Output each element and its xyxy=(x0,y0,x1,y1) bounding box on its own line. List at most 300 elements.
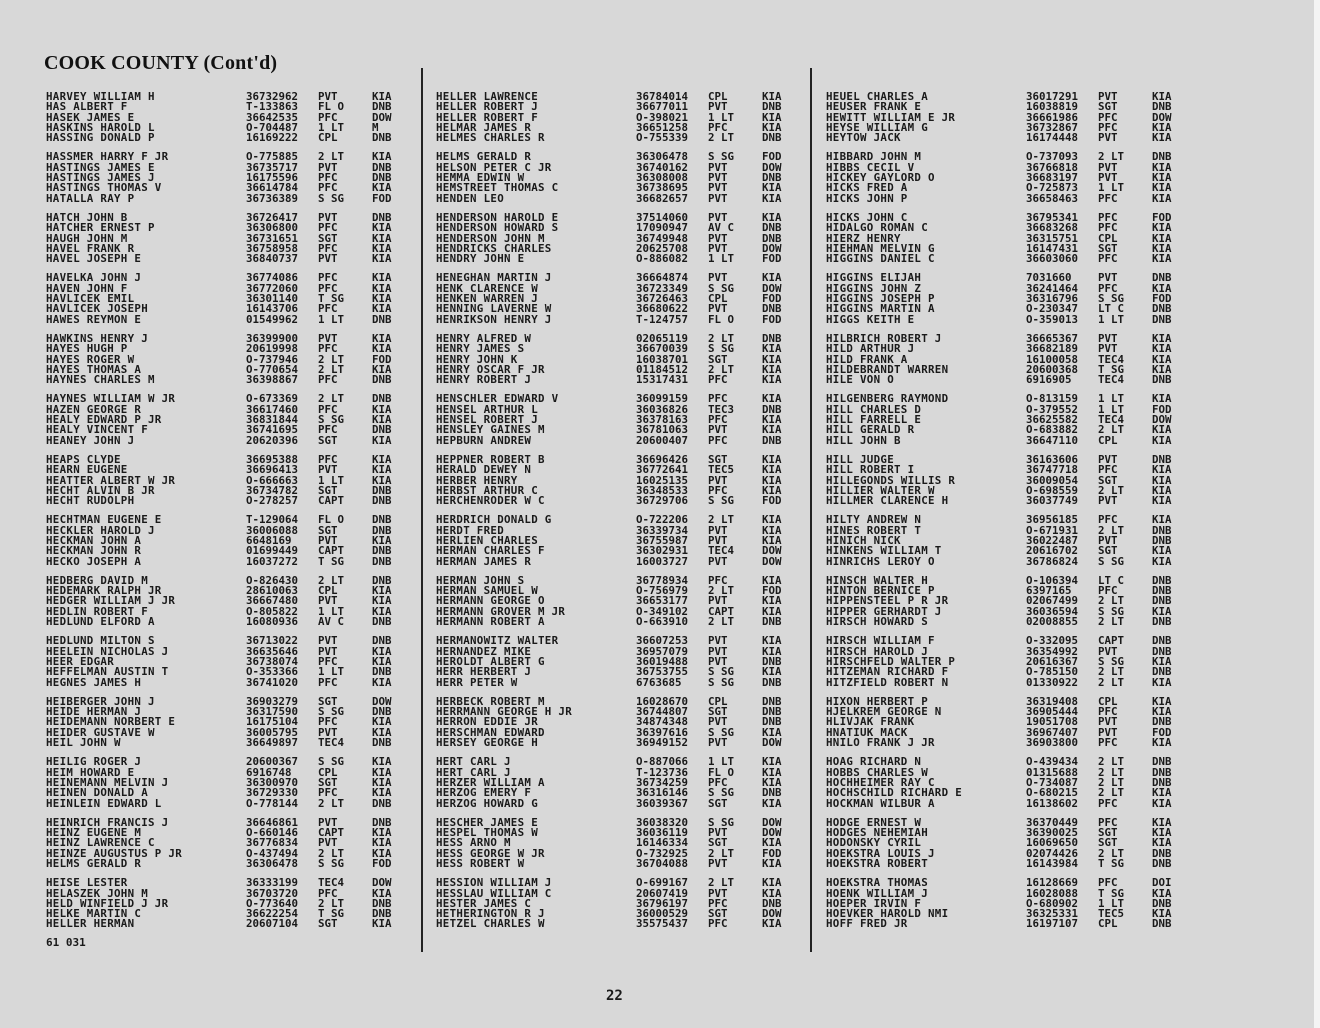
entry-name: HELKE MARTIN C xyxy=(46,909,142,920)
entry-name: HIRSCH WILLIAM F xyxy=(826,636,935,647)
entry-rank: 1 LT xyxy=(708,757,735,768)
roster-entry xyxy=(46,173,416,183)
entry-name: HOCKMAN WILBUR A xyxy=(826,798,935,809)
entry-name: HEIDER GUSTAVE W xyxy=(46,727,155,739)
entry-name: HEDEMARK RALPH JR xyxy=(46,586,162,597)
roster-entry xyxy=(826,738,1196,748)
entry-group xyxy=(46,576,416,627)
entry-status: KIA xyxy=(1152,738,1172,749)
roster-entry xyxy=(826,344,1196,354)
entry-name: HERR HERBERT J xyxy=(436,667,532,678)
entry-status: M xyxy=(372,122,379,134)
entry-rank: PFC xyxy=(1098,798,1118,809)
entry-name: HICKS JOHN C xyxy=(826,212,908,224)
entry-serial: T-129064 xyxy=(246,515,299,526)
entry-name: HELMES CHARLES R xyxy=(436,133,545,144)
entry-status: KIA xyxy=(762,354,782,365)
entry-serial: 36831844 xyxy=(246,415,299,426)
entry-rank: PVT xyxy=(1098,727,1118,739)
entry-status: KIA xyxy=(762,475,782,486)
roster-entry xyxy=(436,526,806,536)
entry-rank: SGT xyxy=(318,485,338,497)
entry-rank: FL O xyxy=(318,102,345,113)
entry-rank: T SG xyxy=(1098,888,1125,899)
entry-serial: 16138602 xyxy=(1026,798,1079,809)
entry-name: HEIM HOWARD E xyxy=(46,767,135,778)
entry-status: KIA xyxy=(1152,606,1172,618)
roster-entry xyxy=(826,828,1196,838)
roster-entry xyxy=(436,486,806,496)
entry-status: KIA xyxy=(762,515,782,526)
entry-rank: SGT xyxy=(318,525,338,536)
roster-entry xyxy=(826,304,1196,314)
entry-status: DNB xyxy=(762,435,782,446)
entry-serial: O-379552 xyxy=(1026,404,1079,416)
roster-entry xyxy=(826,394,1196,404)
entry-name: HEANEY JOHN J xyxy=(46,435,135,446)
entry-rank: CAPT xyxy=(1098,636,1125,647)
entry-status: KIA xyxy=(372,535,392,547)
entry-rank: FL O xyxy=(708,767,735,778)
roster-entry xyxy=(826,455,1196,465)
entry-name: HASTINGS JAMES E xyxy=(46,162,155,174)
entry-rank: PFC xyxy=(318,304,338,315)
roster-entry xyxy=(46,657,416,667)
entry-rank: SGT xyxy=(318,233,338,244)
entry-name: HIXON HERBERT P xyxy=(826,696,929,708)
entry-rank: 2 LT xyxy=(318,152,345,163)
entry-name: HEIDE HERMAN J xyxy=(46,707,142,718)
entry-name: HILDEBRANDT WARREN xyxy=(826,364,949,376)
entry-serial: 36729706 xyxy=(636,496,689,507)
entry-status: KIA xyxy=(372,223,392,234)
entry-serial: 36653177 xyxy=(636,596,689,607)
entry-name: HELLER HERMAN xyxy=(46,919,135,930)
entry-rank: AV C xyxy=(318,617,345,628)
entry-rank: 2 LT xyxy=(318,898,345,910)
entry-serial: 36682657 xyxy=(636,193,689,204)
entry-name: HENKEN WARREN J xyxy=(436,294,539,305)
entry-rank: PFC xyxy=(708,122,728,134)
entry-serial: 02065119 xyxy=(636,333,689,345)
entry-rank: S SG xyxy=(1098,294,1125,305)
entry-serial: 16169222 xyxy=(246,133,299,144)
entry-name: HARVEY WILLIAM H xyxy=(46,92,155,103)
entry-serial: O-805822 xyxy=(246,606,299,618)
entry-serial: 36732867 xyxy=(1026,122,1079,134)
roster-entry xyxy=(826,576,1196,586)
entry-serial: 36755987 xyxy=(636,535,689,547)
entry-serial: O-755339 xyxy=(636,133,689,144)
entry-name: HEDGER WILLIAM J JR xyxy=(46,596,176,607)
entry-serial: 36682189 xyxy=(1026,344,1079,355)
entry-serial: 36734782 xyxy=(246,485,299,497)
roster-entry xyxy=(46,284,416,294)
entry-status: DNB xyxy=(762,304,782,315)
entry-rank: CPL xyxy=(1098,696,1118,708)
roster-entry xyxy=(46,213,416,223)
entry-status: KIA xyxy=(372,344,392,355)
entry-rank: PVT xyxy=(708,212,728,224)
entry-name: HERBST ARTHUR C xyxy=(436,485,539,497)
entry-serial: 36022487 xyxy=(1026,535,1079,547)
entry-serial: 36647110 xyxy=(1026,435,1079,446)
entry-status: DNB xyxy=(1152,919,1172,930)
entry-rank: CPL xyxy=(1098,919,1118,930)
entry-status: KIA xyxy=(1152,243,1172,255)
roster-entry xyxy=(46,717,416,727)
entry-rank: CAPT xyxy=(318,496,345,507)
entry-rank: 2 LT xyxy=(708,515,735,526)
roster-entry xyxy=(826,213,1196,223)
entry-serial: 16003727 xyxy=(636,556,689,567)
entry-rank: SGT xyxy=(1098,102,1118,113)
entry-status: DOW xyxy=(372,696,392,708)
entry-rank: PFC xyxy=(318,243,338,255)
entry-status: KIA xyxy=(1152,435,1172,446)
entry-serial: 36241464 xyxy=(1026,283,1079,295)
entry-name: HERRMANN GEORGE H JR xyxy=(436,707,573,718)
entry-name: HINSCH WALTER H xyxy=(826,575,929,587)
entry-name: HERR PETER W xyxy=(436,677,518,688)
roster-entry xyxy=(826,838,1196,848)
entry-rank: PVT xyxy=(708,717,728,728)
roster-entry xyxy=(46,546,416,556)
entry-rank: PFC xyxy=(1098,193,1118,204)
entry-serial: O-813159 xyxy=(1026,394,1079,405)
entry-group xyxy=(436,636,806,687)
entry-serial: 36306478 xyxy=(636,152,689,163)
roster-entry xyxy=(46,223,416,233)
entry-name: HILL FARRELL E xyxy=(826,415,922,426)
entry-status: DNB xyxy=(1152,667,1172,678)
entry-name: HERZOG EMERY F xyxy=(436,788,532,799)
entry-rank: PFC xyxy=(708,435,728,446)
entry-name: HAYNES CHARLES M xyxy=(46,375,155,386)
entry-rank: 2 LT xyxy=(708,586,735,597)
entry-status: KIA xyxy=(1152,496,1172,507)
roster-entry xyxy=(436,607,806,617)
entry-name: HOBBS CHARLES W xyxy=(826,767,929,778)
roster-entry xyxy=(46,244,416,254)
entry-name: HAVLICEK JOSEPH xyxy=(46,304,149,315)
entry-name: HEYTOW JACK xyxy=(826,133,901,144)
roster-entry xyxy=(436,123,806,133)
entry-name: HIEHMAN MELVIN G xyxy=(826,243,935,255)
entry-serial: 01184512 xyxy=(636,364,689,376)
entry-status: FOD xyxy=(762,496,782,507)
entry-serial: 36339734 xyxy=(636,525,689,536)
roster-entry xyxy=(826,365,1196,375)
entry-status: KIA xyxy=(1152,798,1172,809)
entry-status: DNB xyxy=(372,798,392,809)
roster-entry xyxy=(826,92,1196,102)
entry-status: KIA xyxy=(762,798,782,809)
entry-serial: 36005795 xyxy=(246,727,299,739)
roster-entry xyxy=(436,173,806,183)
entry-status: DNB xyxy=(1152,777,1172,789)
roster-entry xyxy=(826,586,1196,596)
roster-entry xyxy=(46,123,416,133)
entry-serial: O-826430 xyxy=(246,575,299,587)
roster-entry xyxy=(46,102,416,112)
entry-group xyxy=(46,697,416,748)
entry-serial: O-437494 xyxy=(246,848,299,859)
entry-status: KIA xyxy=(1152,788,1172,799)
entry-rank: TEC4 xyxy=(1098,375,1125,386)
roster-entry xyxy=(46,607,416,617)
entry-serial: 36099159 xyxy=(636,394,689,405)
entry-rank: PVT xyxy=(708,193,728,204)
entry-name: HENDEN LEO xyxy=(436,193,505,204)
entry-status: FOD xyxy=(762,254,782,265)
entry-serial: T-123736 xyxy=(636,767,689,778)
entry-status: DNB xyxy=(1152,898,1172,910)
entry-rank: PFC xyxy=(1098,738,1118,749)
entry-rank: PFC xyxy=(1098,465,1118,476)
roster-entry xyxy=(436,617,806,627)
entry-serial: 36325331 xyxy=(1026,909,1079,920)
entry-rank: PVT xyxy=(708,243,728,255)
entry-rank: SGT xyxy=(1098,243,1118,255)
entry-serial: 01315688 xyxy=(1026,767,1079,778)
roster-entry xyxy=(436,878,806,888)
entry-status: DOW xyxy=(762,162,782,174)
entry-serial: 36956185 xyxy=(1026,515,1079,526)
roster-entry xyxy=(46,355,416,365)
entry-name: HIGGINS DANIEL C xyxy=(826,254,935,265)
roster-entry xyxy=(826,849,1196,859)
entry-name: HAVELKA JOHN J xyxy=(46,273,142,284)
entry-name: HAVEL FRANK R xyxy=(46,243,135,255)
roster-entry xyxy=(436,496,806,506)
entry-status: KIA xyxy=(1152,696,1172,708)
entry-group xyxy=(826,92,1196,143)
entry-rank: LT C xyxy=(1098,575,1125,587)
entry-rank: 1 LT xyxy=(708,254,735,265)
entry-serial: O-106394 xyxy=(1026,575,1079,587)
entry-serial: 36903279 xyxy=(246,696,299,708)
entry-name: HEPPNER ROBERT B xyxy=(436,454,545,466)
entry-name: HELLER LAWRENCE xyxy=(436,92,539,103)
roster-entry xyxy=(826,334,1196,344)
entry-rank: PVT xyxy=(708,596,728,607)
roster-entry xyxy=(46,515,416,525)
roster-entry xyxy=(46,254,416,264)
entry-rank: CPL xyxy=(318,133,338,144)
entry-status: DNB xyxy=(1152,586,1172,597)
entry-rank: PFC xyxy=(318,717,338,728)
page-number: 22 xyxy=(606,988,623,1004)
entry-serial: 36009054 xyxy=(1026,475,1079,486)
entry-rank: 2 LT xyxy=(1098,485,1125,497)
entry-name: HECHT RUDOLPH xyxy=(46,496,135,507)
roster-entry xyxy=(436,476,806,486)
entry-serial: 36665367 xyxy=(1026,333,1079,345)
entry-rank: 2 LT xyxy=(708,617,735,628)
entry-serial: 16069650 xyxy=(1026,838,1079,849)
entry-group xyxy=(46,273,416,324)
roster-entry xyxy=(436,899,806,909)
entry-rank: PFC xyxy=(708,485,728,497)
entry-status: KIA xyxy=(762,183,782,194)
entry-serial: 20616367 xyxy=(1026,656,1079,668)
entry-name: HEAPS CLYDE xyxy=(46,454,121,466)
entry-serial: O-663910 xyxy=(636,617,689,628)
roster-entry xyxy=(46,757,416,767)
entry-name: HERCHENRODER W C xyxy=(436,496,545,507)
roster-entry xyxy=(436,849,806,859)
entry-name: HEUSER FRANK E xyxy=(826,102,922,113)
entry-rank: PVT xyxy=(318,596,338,607)
entry-serial: 36683197 xyxy=(1026,173,1079,184)
entry-serial: 20600407 xyxy=(636,435,689,446)
entry-name: HODGE ERNEST W xyxy=(826,817,922,829)
roster-entry xyxy=(826,818,1196,828)
entry-serial: 36651258 xyxy=(636,122,689,134)
entry-status: DNB xyxy=(1152,454,1172,466)
entry-serial: 01549962 xyxy=(246,314,299,325)
roster-entry xyxy=(826,667,1196,677)
entry-status: KIA xyxy=(1152,254,1172,265)
entry-serial: 36308008 xyxy=(636,173,689,184)
roster-entry xyxy=(826,273,1196,283)
entry-status: DNB xyxy=(372,375,392,386)
entry-status: KIA xyxy=(762,575,782,587)
entry-name: HNILO FRANK J JR xyxy=(826,738,935,749)
entry-status: DOW xyxy=(762,556,782,567)
roster-entry xyxy=(46,163,416,173)
entry-status: DNB xyxy=(762,677,782,688)
entry-name: HELASZEK JOHN M xyxy=(46,888,149,899)
entry-status: KIA xyxy=(762,212,782,224)
entry-status: DNB xyxy=(372,898,392,910)
roster-entry xyxy=(826,133,1196,143)
roster-entry xyxy=(46,536,416,546)
page-title: COOK COUNTY (Cont'd) xyxy=(44,52,278,74)
entry-rank: CPL xyxy=(318,767,338,778)
entry-status: KIA xyxy=(372,243,392,255)
entry-rank: PVT xyxy=(1098,133,1118,144)
entry-serial: 36354992 xyxy=(1026,646,1079,657)
roster-entry xyxy=(826,536,1196,546)
entry-status: KIA xyxy=(372,465,392,476)
entry-serial: O-683882 xyxy=(1026,425,1079,436)
entry-status: DNB xyxy=(372,496,392,507)
roster-column-1 xyxy=(46,92,416,939)
entry-serial: 01699449 xyxy=(246,546,299,557)
entry-rank: 2 LT xyxy=(1098,757,1125,768)
entry-serial: 36390025 xyxy=(1026,828,1079,839)
roster-entry xyxy=(46,486,416,496)
entry-serial: 36398867 xyxy=(246,375,299,386)
entry-status: KIA xyxy=(762,667,782,678)
entry-rank: PVT xyxy=(708,646,728,657)
entry-serial: 02067499 xyxy=(1026,596,1079,607)
entry-serial: 36635646 xyxy=(246,646,299,657)
entry-serial: 36607253 xyxy=(636,636,689,647)
entry-rank: PFC xyxy=(708,575,728,587)
entry-serial: O-887066 xyxy=(636,757,689,768)
entry-name: HATCHER ERNEST P xyxy=(46,223,155,234)
entry-serial: 16143984 xyxy=(1026,859,1079,870)
entry-rank: SGT xyxy=(708,354,728,365)
entry-rank: SGT xyxy=(708,798,728,809)
entry-status: KIA xyxy=(762,344,782,355)
entry-serial: 36036594 xyxy=(1026,606,1079,618)
entry-rank: 1 LT xyxy=(1098,314,1125,325)
entry-serial: 36302931 xyxy=(636,546,689,557)
entry-name: HENRY ROBERT J xyxy=(436,375,532,386)
entry-name: HILLMER CLARENCE H xyxy=(826,496,949,507)
entry-status: KIA xyxy=(372,273,392,284)
entry-rank: S SG xyxy=(318,415,345,426)
entry-serial: 36744807 xyxy=(636,707,689,718)
entry-serial: 20619998 xyxy=(246,344,299,355)
entry-name: HOENK WILLIAM J xyxy=(826,888,929,899)
entry-name: HEARN EUGENE xyxy=(46,465,128,476)
entry-serial: 36370449 xyxy=(1026,817,1079,829)
entry-rank: PVT xyxy=(318,838,338,849)
roster-entry xyxy=(46,596,416,606)
entry-status: KIA xyxy=(762,364,782,376)
roster-entry xyxy=(436,717,806,727)
entry-group xyxy=(46,757,416,808)
entry-group xyxy=(46,334,416,385)
entry-rank: PVT xyxy=(708,535,728,547)
roster-entry xyxy=(436,738,806,748)
entry-rank: T SG xyxy=(1098,859,1125,870)
entry-serial: 36704088 xyxy=(636,859,689,870)
entry-rank: TEC4 xyxy=(1098,354,1125,365)
entry-group xyxy=(436,213,806,264)
entry-rank: TEC5 xyxy=(1098,909,1125,920)
roster-entry xyxy=(436,405,806,415)
entry-status: DNB xyxy=(372,556,392,567)
entry-group xyxy=(436,697,806,748)
roster-entry xyxy=(46,436,416,446)
entry-name: HEER EDGAR xyxy=(46,656,115,668)
entry-serial: O-737946 xyxy=(246,354,299,365)
entry-status: KIA xyxy=(372,788,392,799)
entry-name: HINRICHS LEROY O xyxy=(826,556,935,567)
roster-entry xyxy=(46,647,416,657)
entry-status: KIA xyxy=(372,757,392,768)
entry-status: KIA xyxy=(1152,556,1172,567)
entry-name: HERNANDEZ MIKE xyxy=(436,646,532,657)
entry-rank: T SG xyxy=(1098,364,1125,376)
entry-serial: 16175596 xyxy=(246,173,299,184)
entry-rank: 2 LT xyxy=(1098,525,1125,536)
entry-status: DNB xyxy=(372,425,392,436)
entry-name: HILL CHARLES D xyxy=(826,404,922,416)
entry-status: DNB xyxy=(762,717,782,728)
entry-group xyxy=(436,576,806,627)
roster-entry xyxy=(46,788,416,798)
entry-status: KIA xyxy=(372,717,392,728)
entry-rank: 2 LT xyxy=(1098,788,1125,799)
entry-serial: 16028088 xyxy=(1026,888,1079,899)
entry-rank: CAPT xyxy=(708,606,735,618)
entry-rank: TEC4 xyxy=(1098,415,1125,426)
entry-name: HERMAN CHARLES F xyxy=(436,546,545,557)
entry-name: HIGGS KEITH E xyxy=(826,314,915,325)
entry-rank: TEC5 xyxy=(708,465,735,476)
entry-serial: 36006088 xyxy=(246,525,299,536)
entry-rank: PFC xyxy=(708,919,728,930)
entry-group xyxy=(436,334,806,385)
entry-serial: 36617460 xyxy=(246,404,299,416)
